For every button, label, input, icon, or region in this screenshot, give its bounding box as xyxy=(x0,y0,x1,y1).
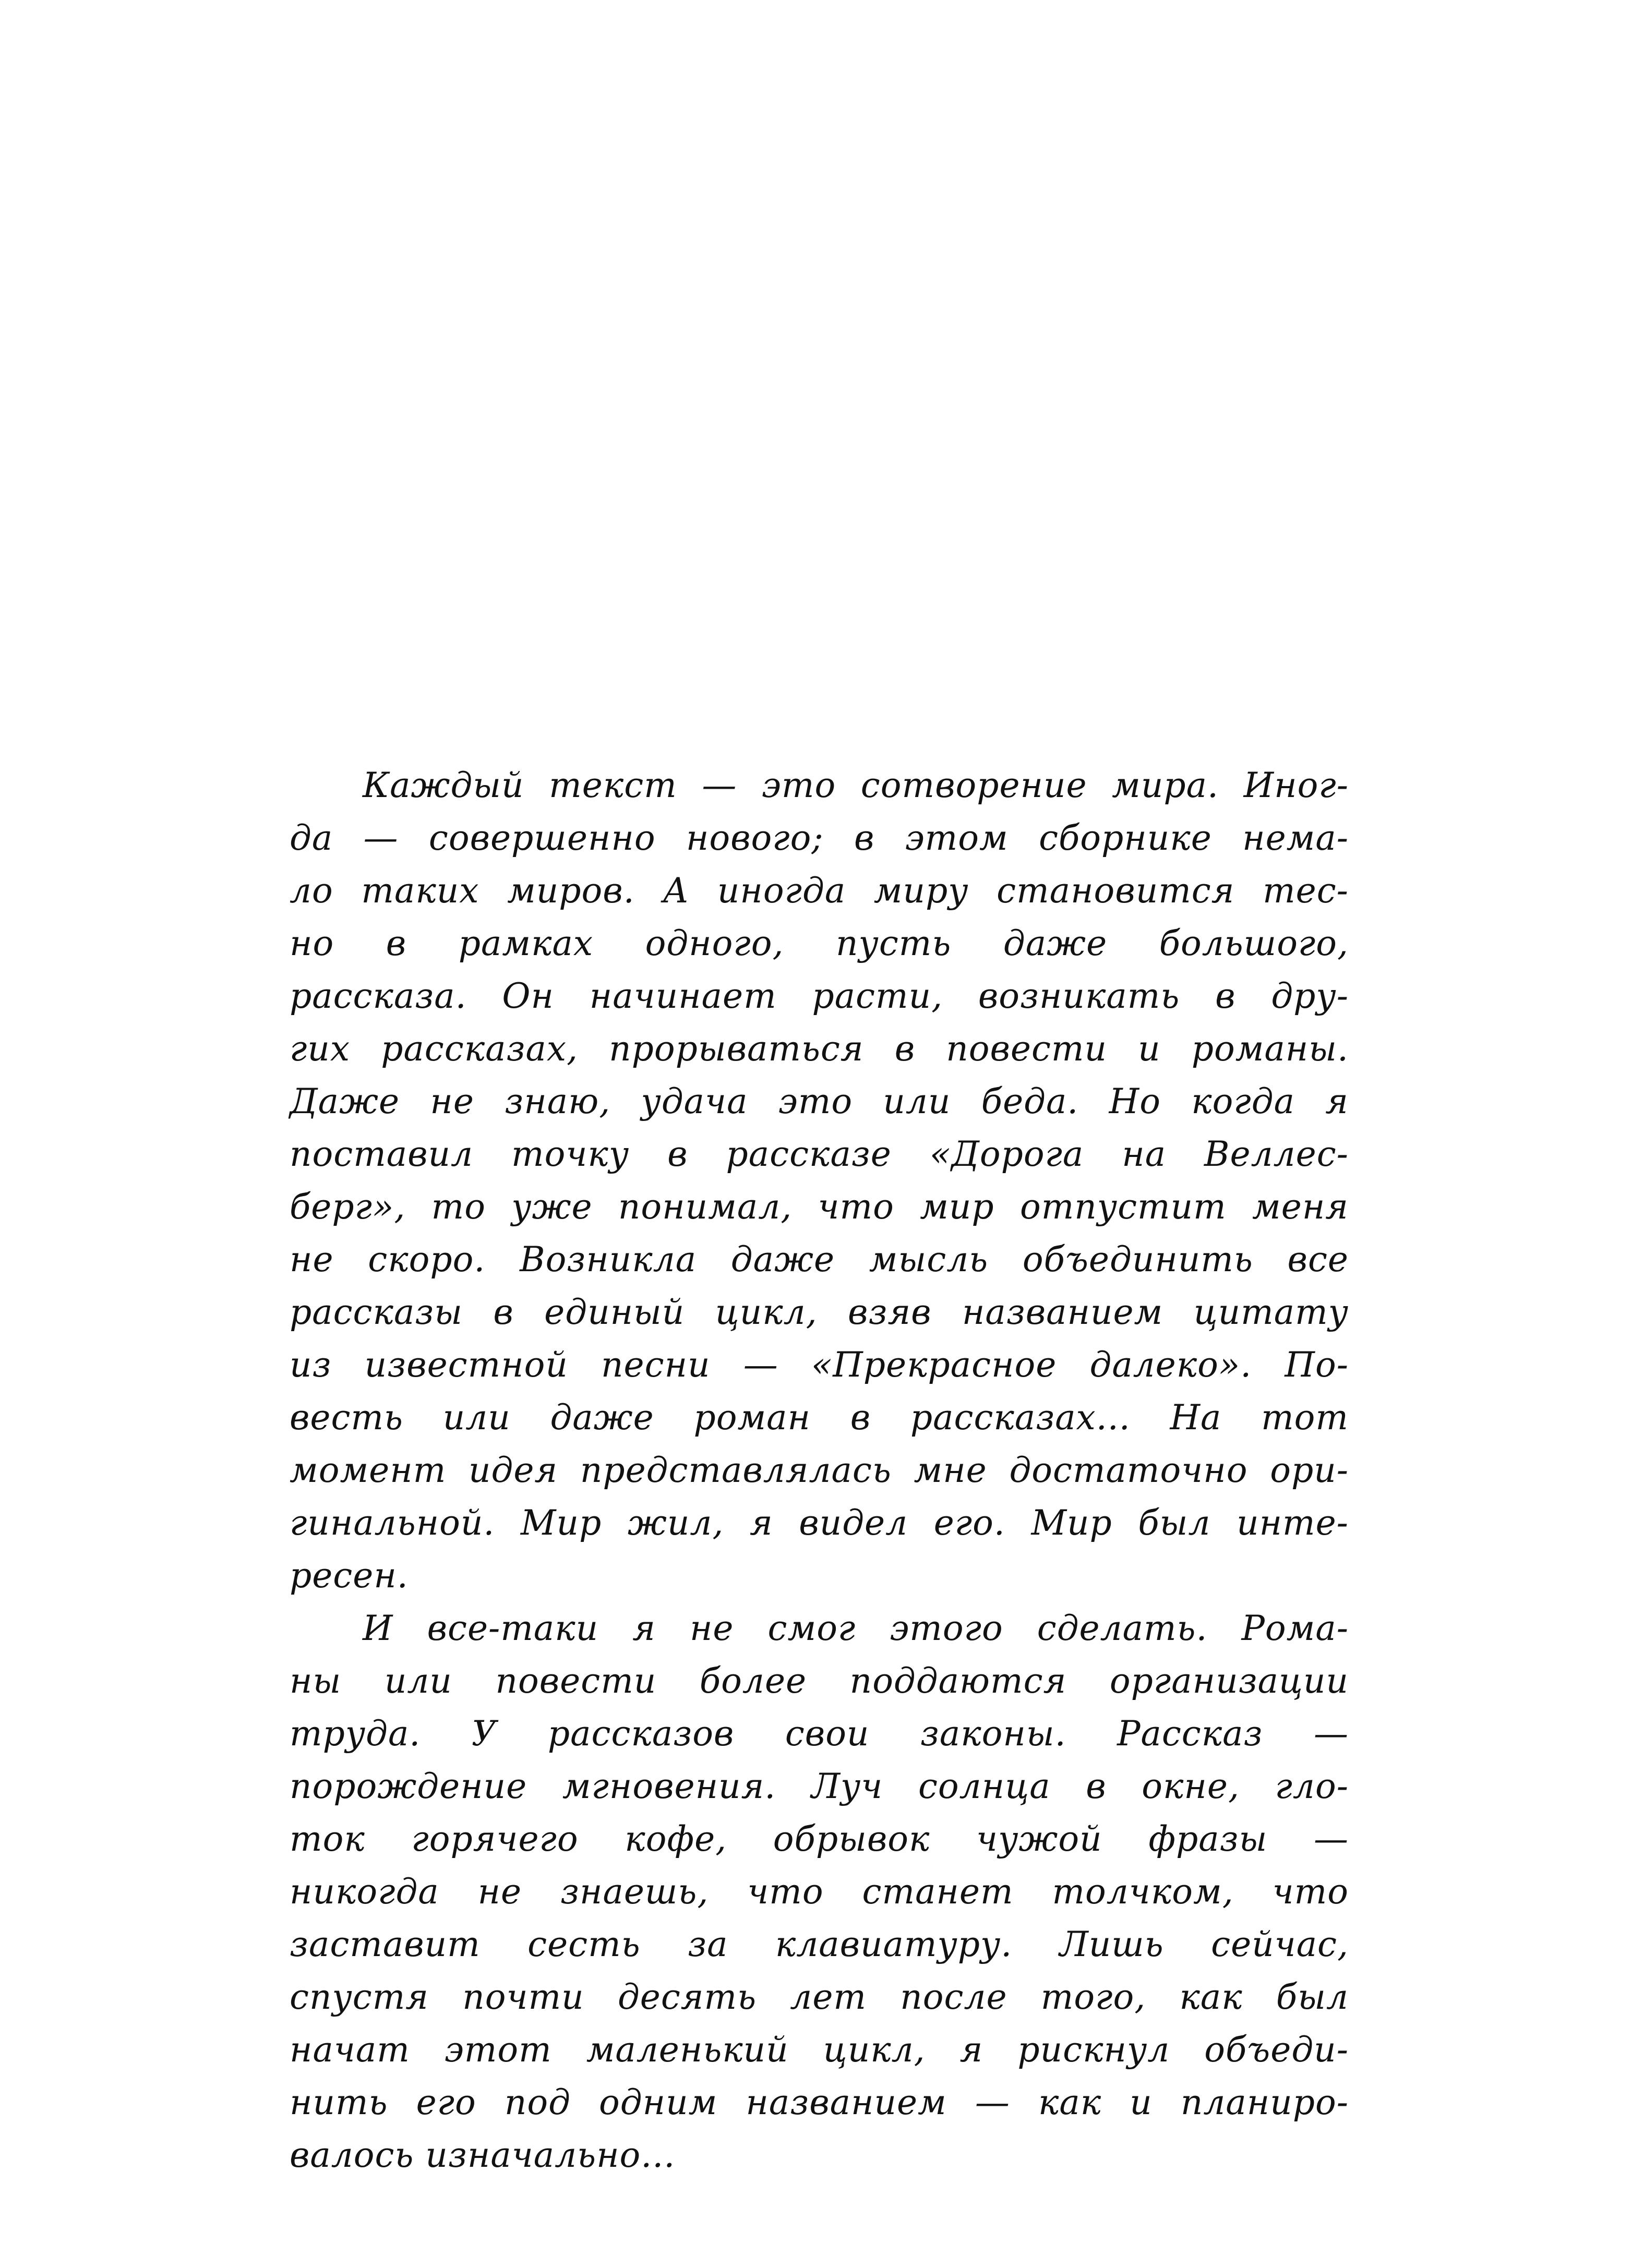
text-line: заставит сесть за клавиатуру. Лишь сейчас, xyxy=(290,1924,1349,1964)
text-line: рассказа. Он начинает расти, возникать в дру- xyxy=(290,976,1349,1016)
text-line: берг», то уже понимал, что мир отпустит меня xyxy=(290,1187,1349,1227)
text-line: да — совершенно нового; в этом сборнике нема- xyxy=(290,818,1349,858)
text-line: но в рамках одного, пусть даже большого, xyxy=(290,923,1349,963)
text-line: ток горячего кофе, обрывок чужой фразы — xyxy=(290,1819,1349,1859)
paragraph-2 xyxy=(290,1602,1349,2181)
text-line: Даже не знаю, удача это или беда. Но когда я xyxy=(290,1081,1349,1121)
text-line: И все-таки я не смог этого сделать. Рома- xyxy=(363,1608,1349,1648)
text-line: ны или повести более поддаются организации xyxy=(290,1661,1349,1701)
text-line: нить его под одним названием — как и планиро- xyxy=(290,2082,1349,2122)
text-line: начат этот маленький цикл, я рискнул объеди- xyxy=(290,2030,1349,2070)
body-text xyxy=(290,759,1349,2181)
text-line: момент идея представлялась мне достаточно ори- xyxy=(290,1450,1349,1490)
text-line: не скоро. Возникла даже мысль объединить все xyxy=(290,1239,1349,1280)
text-line: из известной песни — «Прекрасное далеко». По- xyxy=(290,1345,1349,1385)
text-line: никогда не знаешь, что станет толчком, что xyxy=(290,1872,1349,1912)
text-line: Каждый текст — это сотворение мира. Иног- xyxy=(363,765,1349,805)
text-line: ло таких миров. А иногда миру становится тес- xyxy=(290,871,1349,911)
text-line: спустя почти десять лет после того, как был xyxy=(290,1977,1349,2017)
text-line: гих рассказах, прорываться в повести и романы. xyxy=(290,1029,1349,1069)
text-line: рассказы в единый цикл, взяв названием цитату xyxy=(290,1292,1349,1332)
text-line: труда. У рассказов свои законы. Рассказ — xyxy=(290,1714,1349,1754)
text-line: весть или даже роман в рассказах... На тот xyxy=(290,1397,1349,1438)
text-line: гинальной. Мир жил, я видел его. Мир был инте- xyxy=(290,1503,1349,1543)
text-line: порождение мгновения. Луч солнца в окне, гло- xyxy=(290,1766,1349,1806)
paragraph-1 xyxy=(290,759,1349,1602)
text-line: поставил точку в рассказе «Дорога на Веллес- xyxy=(290,1134,1349,1174)
text-line: ресен. xyxy=(290,1555,409,1596)
text-line: валось изначально... xyxy=(290,2135,676,2175)
